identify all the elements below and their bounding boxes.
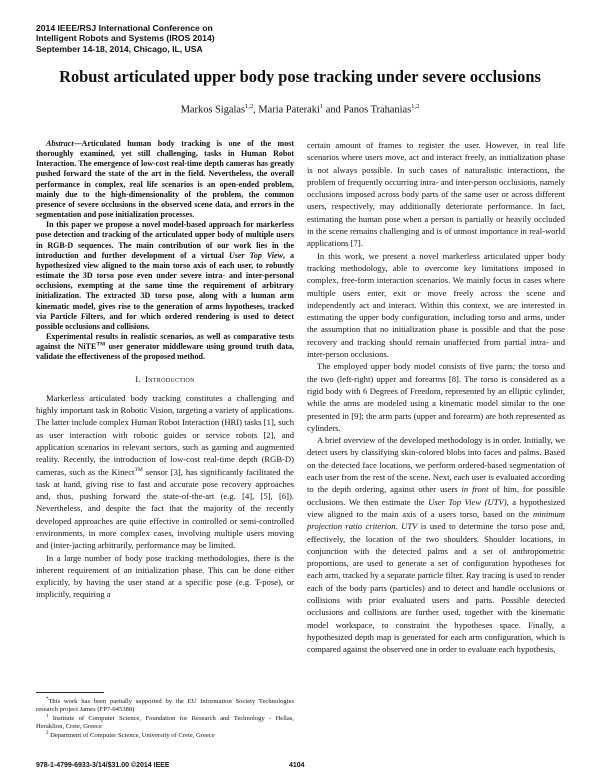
abstract-user-top-view: User Top View bbox=[229, 250, 283, 260]
right-column bbox=[307, 139, 565, 655]
right-paragraph-1: certain amount of frames to register the user. However, in real life scenarios where users move, act and interact freely, an initialization phase is not always possible. In such cases of naturalistic interactions, the problem of frequently occurring intra- and inter-person occlusions, namely occlusions imposed across body parts of the same user or across different users, respectively, may additionally deteriorate performance. In fact, estimating the human pose when a person is partially or heavily occluded in the scene remains challenging and is of utmost importance in real-world applications [7]. bbox=[307, 140, 565, 249]
footnote-1-mark: 1 bbox=[46, 713, 49, 719]
abstract-text-3b: user generator middleware using ground truth data, validate the effectiveness of the proposed method. bbox=[36, 342, 294, 362]
author-3-affiliation: 1,2 bbox=[411, 103, 420, 110]
right-paragraph-2: In this work, we present a novel markerless articulated upper body tracking methodology, able to overcome key limitations imposed in complex, free-form interaction scenarios. We mainly focus in cases where multiple users enter, exit or move freely across the scene and independently act and interact. Within this context, we are interested in estimating the upper body configuration, including torso and arms, under the assumption that no initialization phase is possible and that the pose recovery and tracking should remain unaffected from partial intra- and inter-person occlusions. bbox=[307, 250, 565, 360]
abstract-paragraph-3 bbox=[36, 332, 294, 362]
author-2: Maria Pateraki bbox=[258, 104, 320, 116]
conference-line-1: 2014 IEEE/RSJ International Conference on bbox=[36, 23, 213, 33]
section-title: Introduction bbox=[144, 374, 195, 385]
abstract-trademark: TM bbox=[96, 341, 106, 348]
right-text-4b: of him, for possible occlusions. We then estimate the bbox=[307, 484, 565, 507]
footnote-2-mark: 2 bbox=[46, 730, 49, 736]
author-separator: , bbox=[253, 104, 256, 116]
right-paragraph-3: The employed upper body model consists of five parts; the torso and the two (left-right) upper and forearms [8]. The torso is considered as a rigid body with 6 Degrees of Freedom, represented by an elliptic cylinder, while the arms are modeled using a kinematic model similar to the one presented in [9]; the arm parts (upper and forearm) are both represented as cylinders. bbox=[307, 361, 565, 433]
abstract-paragraph-2 bbox=[36, 220, 294, 332]
left-column bbox=[36, 139, 294, 601]
intro-paragraph-2: In a large number of body pose tracking methodologies, there is the inherent requirement of an initialization phase. This can be done either explicitly, by having the user stand at a specific pose (e.g. T-pose), or implicitly, requiring a bbox=[36, 552, 294, 600]
footnotes bbox=[36, 698, 294, 740]
abstract-text-2b: , a hypothesized view aligned to the main torso axis of each user, to robustly estimate the 3D torso pose even under severe intra- and inter-personal occlusions, exempting at the same time the requirement of arbitrary initialization. The extracted 3D torso pose, along with a human arm kinematic model, gives rise to the generation of arms hypotheses, tracked via Particle Filters, and for which ordered rendering is used to detect possible occlusions and collisions. bbox=[36, 250, 295, 331]
footnote-funding bbox=[36, 698, 294, 715]
conference-line-3: September 14-18, 2014, Chicago, IL, USA bbox=[36, 43, 203, 54]
author-list bbox=[20, 100, 580, 116]
author-3: Panos Trahanias bbox=[343, 104, 412, 116]
kinect-trademark: TM bbox=[134, 466, 143, 473]
right-em-in-front: in front bbox=[461, 484, 489, 495]
footnote-1-text: Institute of Computer Science, Foundation for Research and Technology - Hellas, Heraklion, Crete, Greece bbox=[36, 714, 295, 731]
abstract-dash: — bbox=[73, 139, 82, 148]
abstract bbox=[36, 139, 294, 362]
abstract-text-1: Articulated human body tracking is one of the most thoroughly examined, yet still challenging, tasks in Human Robot Interaction. The emergence of low-cost real-time depth cameras has greatly pushed forward the state of the art in the field. Nevertheless, the overall performance in complex, real life scenarios is an open-ended problem, mainly due to the high-dimensionality of the problem, the common presence of severe occlusions in the observed scene data, and errors in the segmentation and pose initialization processes. bbox=[36, 139, 294, 220]
footer-page-number: 4104 bbox=[289, 762, 305, 769]
author-1-affiliation: 1,2 bbox=[245, 103, 254, 110]
author-conjunction: and bbox=[325, 104, 341, 116]
section-heading-introduction bbox=[36, 373, 294, 385]
right-text-4e: is used to determine the torso pose and, effectively, the location of the two shoulders. Shoulder locations, in conjunction with the detected palms and a set of anthropometric proportions, are used to generate a set of configuration hypotheses for each arm, tracked by a separate particle filter. Ray tracing is used to render each of the body parts (particles) and to detect and handle occlusions or collisions with prior evaluated users and parts. Possible detected occlusions and collisions are further used, together with the kinematic model workspace, to constraint the hypotheses space. Finally, a hypothesized depth map is generated for each arm configuration, which is compared against the observed one in order to evaluate each hypothesis, bbox=[307, 521, 566, 655]
intro-text-1b: sensor [3], has significantly facilitated the task at hand, giving rise to fast and accurate pose recovery approaches and, thus, pushing forward the state-of-the-art (e.g. [4], [5], [6]). Nevertheless, and despite the fact that the majority of the recently developed approaches are quite effective in controlled or semi-controlled environments, in more complex cases, involving multiple users moving and (inter-)acting arbitrarily, performance may be limited. bbox=[36, 466, 294, 551]
right-text-4d: . bbox=[395, 521, 402, 532]
abstract-label: Abstract bbox=[46, 139, 74, 148]
intro-paragraph-1 bbox=[36, 392, 294, 552]
intro-text-1a: Markerless articulated body tracking constitutes a challenging and highly important task in Robotic Vision, targeting a variety of applications. The latter include complex Human Robot Interaction (HRI) tasks [1], such as user interaction with robotic guides or service robots [2], and application scenarios in relevant sectors, such as gaming and augmented reality. Recently, the introduction of low-cost real-time depth (RGB-D) cameras, such as the Kinect bbox=[36, 392, 294, 477]
footer-isbn: 978-1-4799-6933-3/14/$31.00 ©2014 IEEE bbox=[36, 762, 170, 769]
conference-header bbox=[36, 23, 215, 54]
author-2-affiliation: 1 bbox=[319, 103, 324, 110]
abstract-paragraph-1 bbox=[36, 139, 294, 220]
right-em-utv: User Top View (UTV) bbox=[428, 496, 507, 507]
conference-line-2: Intelligent Robots and Systems (IROS 2014) bbox=[36, 33, 215, 44]
paper-title: Robust articulated upper body pose tracking under severe occlusions bbox=[59, 67, 541, 86]
right-em-criterion: minimum projection ratio criterion bbox=[307, 508, 565, 532]
footnote-funding-text: This work has been partially supported by the EU Information Society Technologies research project James (FP7-045388) bbox=[36, 698, 294, 714]
right-paragraph-4 bbox=[307, 434, 565, 655]
footnote-affiliation-1 bbox=[36, 715, 294, 732]
section-number: I. bbox=[135, 374, 141, 385]
footnote-affiliation-2 bbox=[36, 732, 294, 740]
footnote-funding-mark: * bbox=[46, 696, 49, 702]
abstract-text-3a: Experimental results in realistic scenarios, as well as comparative tests against the NiTE bbox=[36, 331, 294, 352]
right-em-utv-short: UTV bbox=[401, 521, 418, 532]
right-text-4a: A brief overview of the developed methodology is in order. Initially, we detect users by classifying skin-colored blobs into faces and palms. Based on the detected face locations, we perform ordered-based segmentation of each user from the rest of the scene. Next, each user is evaluated according to the depth ordering, against other users bbox=[307, 435, 565, 495]
footnote-rule bbox=[36, 692, 104, 693]
footnote-2-text: Department of Computer Science, University of Crete, Greece bbox=[50, 731, 215, 739]
right-text-4c: , a hypothesized view aligned to the main axis of a users torso, based on the bbox=[307, 496, 566, 519]
author-1: Markos Sigalas bbox=[180, 104, 246, 116]
abstract-text-2a: In this paper we propose a novel model-based approach for markerless pose detection and tracking of the articulated upper body of multiple users in RGB-D sequences. The main contribution of our work lies in the introduction and further development of a virtual bbox=[36, 220, 294, 260]
